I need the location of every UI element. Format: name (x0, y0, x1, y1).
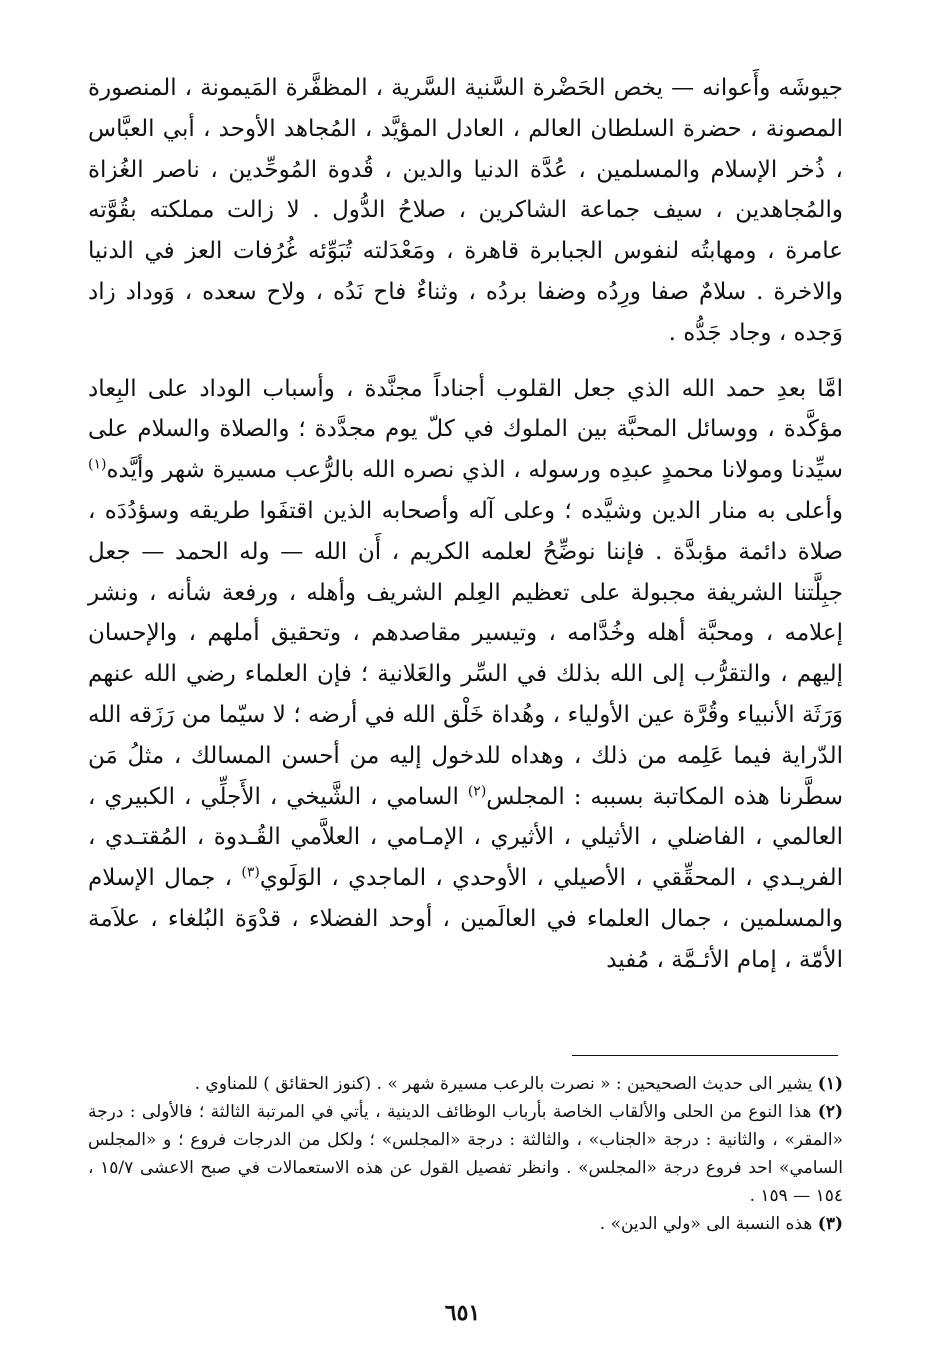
footnote-ref-1: (١) (88, 456, 107, 473)
footnote-divider (572, 1055, 838, 1056)
footnote-number: (٣) (817, 1214, 843, 1234)
paragraph-main-text-1: امَّا بعدِ حمد الله الذي جعل القلوب أجناداً مجنَّدة ، وأسباب الوداد على البِعاد مؤكَّدة ، ووسائل المحبَّة بين الملوك في كلّ يوم مجدَّدة ؛ والصلاة والسلام على سيِّدنا ومولانا محمدٍ عبدِه ورسوله ، الذي نصره الله بالرُّعب مسيرة شهر وأيَّده (88, 375, 843, 484)
footnote-3 (88, 1210, 843, 1238)
paragraph-main-text-2: وأعلى به منار الدين وشيَّده ؛ وعلى آله وأصحابه الذين اقتفَوا طريقه وسؤدُدَه ، صلاة دائمة مؤبدَّة . فإننا نوضِّحُ لعلمه الكريم ، أَن الله — وله الحمد — جعل جبِلَّتنا الشريفة مجبولة على تعظيم العِلم الشريف وأهله ، ورفعة شأنه ، ونشر إعلامه ، ومحبَّة أهله وخُدَّامه ، وتيسير مقاصدهم ، وتحقيق أملهم ، والإحسان إليهم ، والتقرُّب إلى الله بذلك في السِّر والعَلانية ؛ فإن العلماء رضي الله عنهم وَرَثَة الأنبياء وقُرَّة عين الأولياء ، وهُداة خَلْق الله في أرضه ؛ لا سيّما من رَزَقه الله الدّراية فيما عَلِمه من ذلك ، وهداه للدخول إليه من أحسن المسالك ، مثلُ مَن سطَّرنا هذه المكاتبة بسببه : المجلس (88, 497, 844, 810)
footnote-number: (٢) (817, 1102, 843, 1122)
page-number: ٦٥١ (444, 1300, 481, 1326)
paragraph-main-text-3: السامي ، الشَّيخي ، الأَجلِّي ، الكبيري ، العالمي ، الفاضلي ، الأثيلي ، الأثيري ، الإمـامي ، العلاَّمي القُـدوة ، المُقتـدي ، الفريـدي ، المحقِّقي ، الأصيلي ، الأوحدي ، الماجدي ، الوَلَوي (88, 783, 843, 892)
footnotes (88, 1070, 843, 1238)
footnote-ref-2: (٢) (467, 782, 487, 799)
main-text (88, 68, 843, 981)
footnote-1 (88, 1070, 843, 1098)
paragraph-main-text-4: ، جمال الإسلام والمسلمين ، جمال العلماء في العالَمين ، أوحد الفضلاء ، قدْوَة البُلغاء ، علاَمة الأمّة ، إمام الأئـمَّة ، مُفيد (88, 865, 843, 973)
paragraph-opening: جيوشَه وأَعوانه — يخص الحَضْرة السَّنية السَّرية ، المظفَّرة المَيمونة ، المنصورة المصونة ، حضرة السلطان العالم ، العادل المؤيَّد ، المُجاهد الأوحد ، أبي العبَّاس ، ذُخر الإسلام والمسلمين ، عُدَّة الدنيا والدين ، قُدوة المُوحِّدين ، ناصر الغُزاة والمُجاهدين ، سيف جماعة الشاكرين ، صلاحُ الدُّول . لا زالت مملكته بقُوَّته عامرة ، ومهابتُه لنفوس الجبابرة قاهرة ، ومَعْدَلته تُبَوِّئه غُرُفات العز في الدنيا والاخرة . سلامٌ صفا ورِدُه وضفا بردُه ، وثناءٌ فاح نَدُه ، ولاح سعده ، وَوداد زاد وَجده ، وجاد جَدُّه . (88, 75, 843, 346)
footnote-ref-3: (٣) (241, 864, 260, 881)
paragraph-main (88, 369, 843, 981)
footnote-text: هذه النسبة الى «ولي الدين» . (599, 1214, 813, 1234)
footnote-2 (88, 1098, 843, 1210)
footnote-text: يشير الى حديث الصحيحين : « نصرت بالرعب مسيرة شهر » . (كنوز الحقائق ) للمناوي . (194, 1074, 813, 1094)
footnote-text: هذا النوع من الحلى والألقاب الخاصة بأرباب الوظائف الدينية ، يأتي في المرتبة الثالثة ؛ فالأولى : درجة «المقر» ، والثانية : درجة «الجناب» ، والثالثة : درجة «المجلس» ؛ ولكل من الدرجات فروع ؛ و «المجلس السامي» احد فروع درجة «المجلس» . وانظر تفصيل القول عن هذه الاستعمالات في صبح الاعشى ١٥/٧ ، ١٥٤ — ١٥٩ . (88, 1102, 844, 1206)
footnote-number: (١) (817, 1074, 843, 1094)
